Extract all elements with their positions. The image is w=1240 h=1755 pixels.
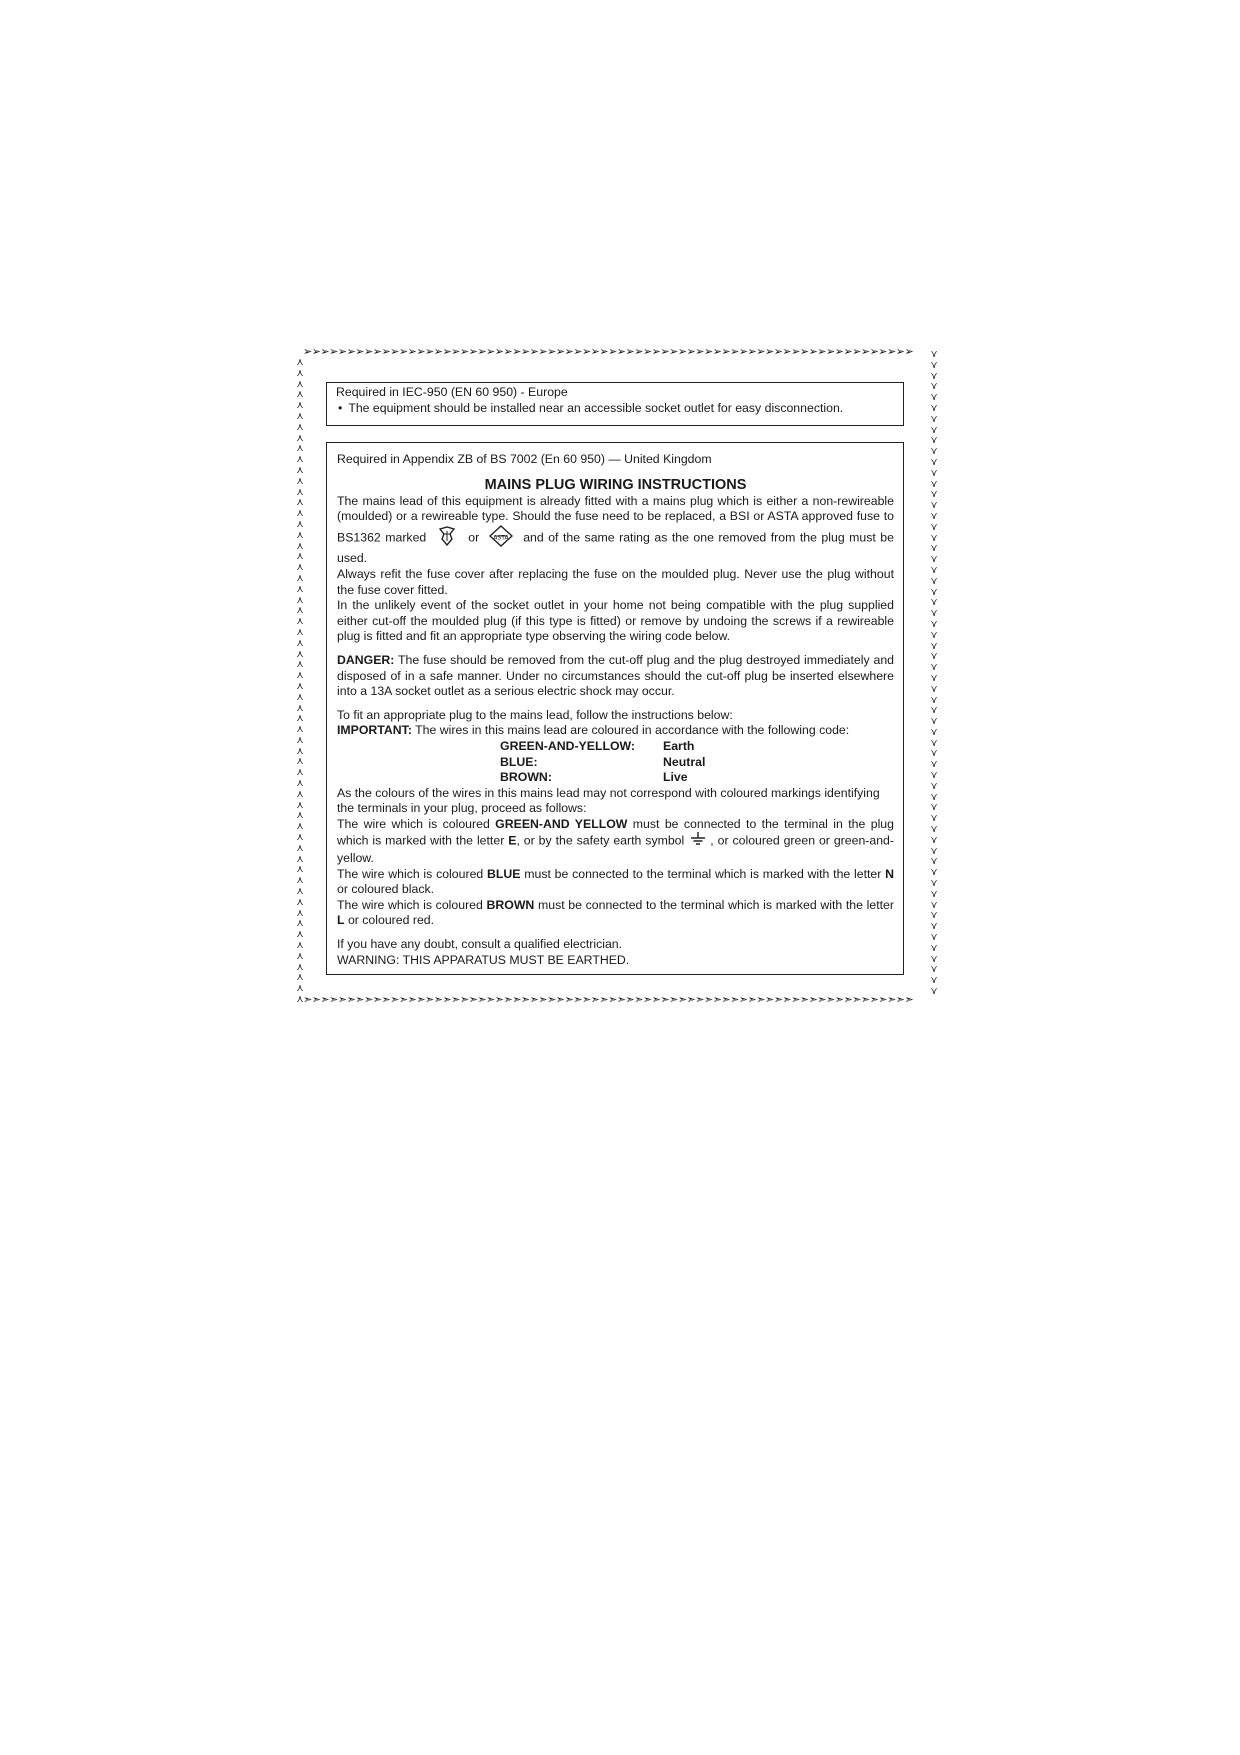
europe-bullet <box>338 401 894 417</box>
uk-requirement-box <box>326 442 904 975</box>
europe-title: Required in IEC-950 (EN 60 950) - Europe <box>336 385 568 399</box>
wire-colour: BLUE: <box>500 754 538 769</box>
instructions-heading: MAINS PLUG WIRING INSTRUCTIONS <box>484 476 747 493</box>
green-yellow-instruction: The wire which is coloured GREEN-AND YELLOW must be connected to the terminal in the plug which is marked with the letter E, or by the safety earth symbol , or coloured green or green-and-yellow. <box>337 816 894 866</box>
europe-bullet-text: The equipment should be installed near an accessible socket outlet for easy disconnection. <box>348 400 844 415</box>
earth-symbol-icon <box>690 832 706 851</box>
wire-colour: GREEN-AND-YELLOW: <box>500 738 636 753</box>
earthing-warning: WARNING: THIS APPARATUS MUST BE EARTHED. <box>337 952 630 967</box>
wire-meaning: Live <box>663 770 688 785</box>
svg-text:ASTA: ASTA <box>493 534 509 542</box>
important-paragraph: IMPORTANT: The wires in this mains lead are coloured in accordance with the following code: <box>337 723 850 738</box>
colours-note: As the colours of the wires in this mains lead may not correspond with coloured markings identifying the terminals in your plug, proceed as follows: <box>337 785 880 816</box>
border-left: ⋏ ⋏ ⋏ ⋏ ⋏ ⋏ ⋏ ⋏ ⋏ ⋏ ⋏ ⋏ ⋏ ⋏ ⋏ ⋏ ⋏ ⋏ ⋏ ⋏ ⋏ ⋏ ⋏ ⋏ ⋏ ⋏ ⋏ ⋏ ⋏ ⋏ ⋏ ⋏ ⋏ ⋏ ⋏ ⋏ ⋏ ⋏ ⋏ ⋏ ⋏ ⋏ ⋏ ⋏ ⋏ ⋏ ⋏ ⋏ ⋏ ⋏ ⋏ ⋏ ⋏ ⋏ ⋏ ⋏ ⋏ ⋏ ⋏ ⋏ <box>296 358 304 1003</box>
uk-requirement: Required in Appendix ZB of BS 7002 (En 60 950) — United Kingdom <box>337 452 712 466</box>
wire-meaning: Earth <box>663 738 695 753</box>
bullet-mark: • <box>338 400 343 415</box>
border-right: ⋎ ⋎ ⋎ ⋎ ⋎ ⋎ ⋎ ⋎ ⋎ ⋎ ⋎ ⋎ ⋎ ⋎ ⋎ ⋎ ⋎ ⋎ ⋎ ⋎ ⋎ ⋎ ⋎ ⋎ ⋎ ⋎ ⋎ ⋎ ⋎ ⋎ ⋎ ⋎ ⋎ ⋎ ⋎ ⋎ ⋎ ⋎ ⋎ ⋎ ⋎ ⋎ ⋎ ⋎ ⋎ ⋎ ⋎ ⋎ ⋎ ⋎ ⋎ ⋎ ⋎ ⋎ ⋎ ⋎ ⋎ ⋎ ⋎ ⋎ <box>930 350 938 995</box>
fuse-cover-paragraph: Always refit the fuse cover after replacing the fuse on the moulded plug. Never use the plug without the fuse cover fitted. <box>337 566 894 597</box>
fit-intro: To fit an appropriate plug to the mains lead, follow the instructions below: <box>337 707 733 722</box>
asta-mark-icon <box>489 525 513 552</box>
border-top: ➢➢➢➢➢➢➢➢➢➢➢➢➢➢➢➢➢➢➢➢➢➢➢➢➢➢➢➢➢➢➢➢➢➢➢➢➢➢➢➢➢➢➢➢➢➢➢➢➢➢➢➢➢➢➢➢➢➢➢➢➢➢➢➢➢➢➢➢➢➢ <box>303 345 914 358</box>
fuse-paragraph: The mains lead of this equipment is already fitted with a mains plug which is either a non-rewireable (moulded) or a rewireable type. Should the fuse need to be replaced, a BSI or ASTA approved fuse to BS1362 marked or ASTA and of the same rating as the one removed from the plug must be used. <box>337 493 894 566</box>
danger-label: DANGER: <box>337 652 395 667</box>
bsi-kitemark-icon <box>436 525 458 552</box>
wire-meaning: Neutral <box>663 754 706 769</box>
europe-requirement-box <box>326 382 904 426</box>
border-bottom: ➣➣➣➣➣➣➣➣➣➣➣➣➣➣➣➣➣➣➣➣➣➣➣➣➣➣➣➣➣➣➣➣➣➣➣➣➣➣➣➣➣➣➣➣➣➣➣➣➣➣➣➣➣➣➣➣➣➣➣➣➣➣➣➣➣➣➣➣➣➣ <box>303 993 914 1006</box>
brown-instruction: The wire which is coloured BROWN must be connected to the terminal which is marked with the letter L or coloured red. <box>337 897 894 928</box>
wire-code-table <box>500 739 894 786</box>
incompatible-socket-paragraph: In the unlikely event of the socket outlet in your home not being compatible with the plug supplied either cut-off the moulded plug (if this type is fitted) or remove by undoing the screws if a rewireable plug is fitted and fit an appropriate type observing the wiring code below. <box>337 598 894 644</box>
wire-colour: BROWN: <box>500 770 552 785</box>
danger-paragraph: DANGER: The fuse should be removed from the cut-off plug and the plug destroyed immediately and disposed of in a safe manner. Under no circumstances should the cut-off plug be inserted elsewhere into a 13A socket outlet as a serious electric shock may occur. <box>337 652 895 699</box>
doubt-note: If you have any doubt, consult a qualified electrician. <box>337 937 623 952</box>
blue-instruction: The wire which is coloured BLUE must be connected to the terminal which is marked with the letter N or coloured black. <box>337 866 894 897</box>
